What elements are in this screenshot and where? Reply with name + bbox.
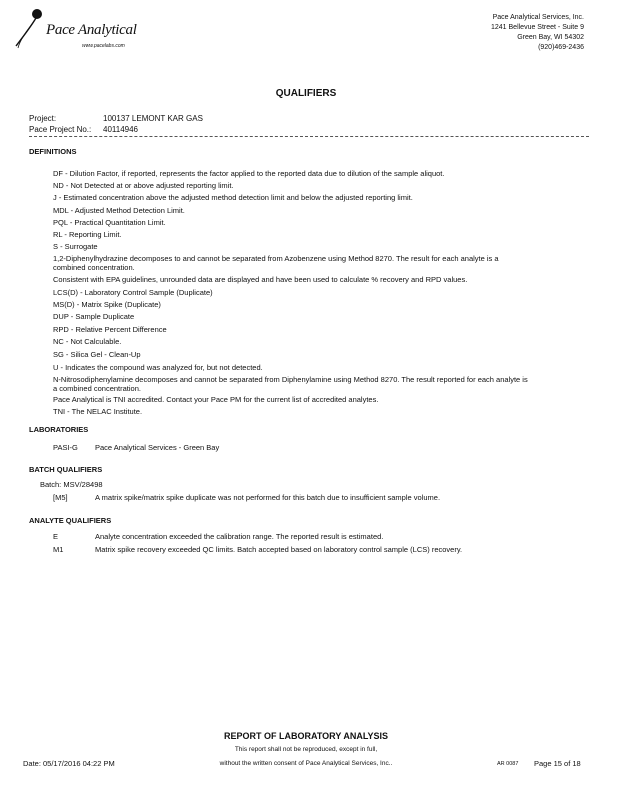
definition-item: J - Estimated concentration above the adjusted method detection limit and below the adjusted reporting limit. — [53, 193, 413, 202]
analyte-qualifiers-heading: ANALYTE QUALIFIERS — [29, 516, 112, 525]
analyte-qualifier-code: M1 — [53, 545, 64, 554]
pace-project-row — [29, 125, 138, 134]
batch-qualifier-description: A matrix spike/matrix spike duplicate was not performed for this batch due to insufficient sample volume. — [95, 493, 441, 502]
definition-item: S - Surrogate — [53, 242, 98, 251]
definition-item: 1,2-Diphenylhydrazine decomposes to and cannot be separated from Azobenzene using Method 8270. The result for each analyte is a combined concentration. — [53, 254, 499, 272]
definition-item: Consistent with EPA guidelines, unrounded data are displayed and have been used to calculate % recovery and RPD values. — [53, 275, 468, 284]
reproduction-notice: This report shall not be reproduced, except in full, — [234, 746, 378, 753]
analyte-qualifier-description: Analyte concentration exceeded the calibration range. The reported result is estimated. — [95, 532, 384, 541]
project-value: 100137 LEMONT KAR GAS — [103, 114, 203, 123]
reviewer-initials: AR 0087 — [497, 761, 519, 767]
pace-project-value: 40114946 — [103, 125, 138, 134]
pace-project-label: Pace Project No.: — [29, 125, 92, 134]
definition-item: TNI - The NELAC Institute. — [53, 407, 143, 416]
project-label: Project: — [29, 114, 57, 123]
definition-item: N-Nitrosodiphenylamine decomposes and cannot be separated from Diphenylamine using Method 8270. The result reported for each analyte is a combined concentration. — [53, 375, 528, 393]
definition-item: RPD - Relative Percent Difference — [53, 325, 167, 334]
definition-item: SG - Silica Gel - Clean-Up — [53, 350, 141, 359]
batch-qualifier-code: [M5] — [53, 493, 68, 502]
address-line: Pace Analytical Services, Inc. — [492, 14, 584, 21]
divider — [29, 136, 589, 137]
address-line: 1241 Bellevue Street - Suite 9 — [490, 24, 584, 31]
report-title: REPORT OF LABORATORY ANALYSIS — [223, 731, 389, 741]
lab-code: PASI-G — [53, 443, 78, 452]
definition-item: DUP - Sample Duplicate — [53, 312, 135, 321]
definition-item: DF - Dilution Factor, if reported, represents the factor applied to the reported data due to dilution of the sample aliquot. — [53, 169, 445, 178]
definition-item: NC - Not Calculable. — [53, 337, 122, 346]
analyte-qualifier-description: Matrix spike recovery exceeded QC limits. Batch accepted based on laboratory control sample (LCS) recovery. — [95, 545, 463, 554]
definition-item: LCS(D) - Laboratory Control Sample (Duplicate) — [53, 288, 213, 297]
definition-item: MDL - Adjusted Method Detection Limit. — [53, 206, 185, 215]
lab-description: Pace Analytical Services - Green Bay — [95, 443, 220, 452]
batch-qualifiers-heading: BATCH QUALIFIERS — [29, 465, 103, 474]
definition-item: Pace Analytical is TNI accredited. Contact your Pace PM for the current list of accredited analytes. — [53, 395, 379, 404]
lab-address — [491, 13, 584, 53]
logo-text: Pace Analytical — [46, 22, 137, 38]
definition-item: RL - Reporting Limit. — [53, 230, 122, 239]
logo-url: www.pacelabs.com — [82, 43, 125, 49]
definition-item: PQL - Practical Quantitation Limit. — [53, 218, 166, 227]
batch-id: Batch: MSV/28498 — [40, 480, 103, 489]
address-line: (920)469-2436 — [538, 44, 584, 51]
analyte-qualifier-code: E — [53, 532, 59, 541]
definition-item: ND - Not Detected at or above adjusted reporting limit. — [53, 181, 234, 190]
laboratories-heading: LABORATORIES — [29, 425, 89, 434]
page-title: QUALIFIERS — [275, 88, 337, 99]
definition-item: MS(D) - Matrix Spike (Duplicate) — [53, 300, 161, 309]
definition-item: U - Indicates the compound was analyzed for, but not detected. — [53, 363, 263, 372]
definitions-heading: DEFINITIONS — [29, 147, 77, 156]
address-line: Green Bay, WI 54302 — [517, 34, 584, 41]
project-row — [29, 114, 203, 123]
report-date: Date: 05/17/2016 04:22 PM — [23, 759, 115, 768]
page-number: Page 15 of 18 — [534, 759, 581, 768]
consent-notice: without the written consent of Pace Analytical Services, Inc.. — [219, 760, 393, 767]
